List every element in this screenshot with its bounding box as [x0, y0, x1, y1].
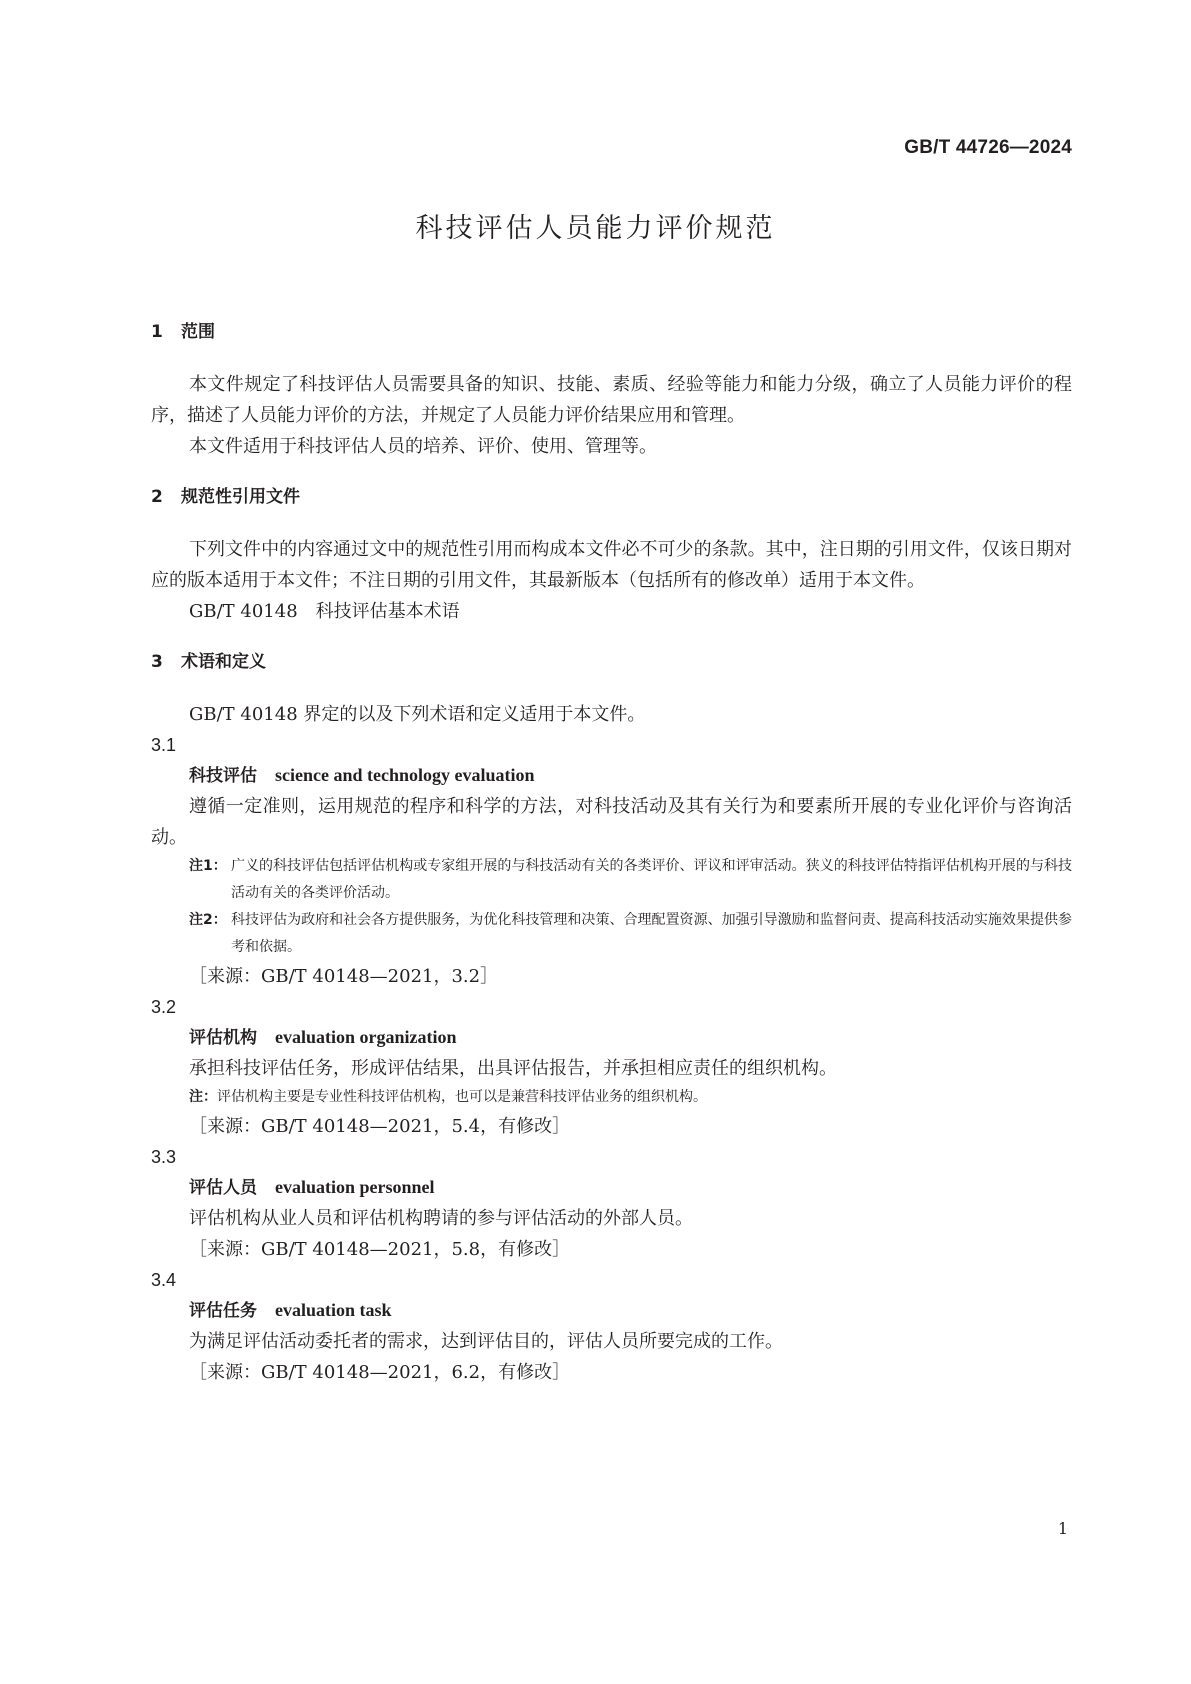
note-text: 科技评估为政府和社会各方提供服务，为优化科技管理和决策、合理配置资源、加强引导激励和监督问责、提高科技活动实施效果提供参考和依据。 — [231, 912, 1072, 955]
term-definition: 遵循一定准则，运用规范的程序和科学的方法，对科技活动及其有关行为和要素所开展的专业化评价与咨询活动。 — [151, 796, 1072, 848]
term-name — [151, 761, 1072, 791]
standard-number: GB/T 44726—2024 — [904, 137, 1072, 158]
note-label: 注1： — [189, 858, 227, 874]
document-body — [151, 319, 1072, 1388]
section-number: 1 — [151, 322, 163, 342]
term-name-en: science and technology evaluation — [275, 765, 535, 785]
section-number: 2 — [151, 487, 163, 507]
term-name-zh: 评估任务 — [189, 1301, 257, 1321]
term-name-zh: 评估人员 — [189, 1178, 257, 1198]
note-label: 注2： — [189, 912, 227, 928]
term-name — [151, 1023, 1072, 1053]
term-number: 3.4 — [151, 1270, 177, 1290]
term-name — [151, 1296, 1072, 1326]
term-note — [151, 853, 1072, 907]
term-number: 3.2 — [151, 997, 177, 1017]
term-note — [151, 907, 1072, 961]
term-name-en: evaluation personnel — [275, 1177, 435, 1197]
term-source: ［来源：GB/T 40148—2021，5.4，有修改］ — [189, 1116, 571, 1137]
term-source: ［来源：GB/T 40148—2021，5.8，有修改］ — [189, 1239, 571, 1260]
section-3-heading — [151, 649, 1072, 675]
scope-paragraph: 本文件规定了科技评估人员需要具备的知识、技能、素质、经验等能力和能力分级，确立了人员能力评价的程序，描述了人员能力评价的方法，并规定了人员能力评价结果应用和管理。 — [151, 374, 1072, 426]
section-title: 规范性引用文件 — [181, 487, 300, 507]
normative-reference: GB/T 40148 科技评估基本术语 — [189, 601, 460, 622]
section-title: 范围 — [181, 322, 215, 342]
term-source: ［来源：GB/T 40148—2021，6.2，有修改］ — [189, 1362, 571, 1383]
note-text: 广义的科技评估包括评估机构或专家组开展的与科技活动有关的各类评价、评议和评审活动。狭义的科技评估特指评估机构开展的与科技活动有关的各类评价活动。 — [231, 858, 1072, 901]
term-name-zh: 科技评估 — [189, 766, 257, 786]
scope-paragraph: 本文件适用于科技评估人员的培养、评价、使用、管理等。 — [189, 436, 657, 457]
term-definition: 承担科技评估任务，形成评估结果，出具评估报告，并承担相应责任的组织机构。 — [189, 1058, 837, 1079]
section-1-heading — [151, 319, 1072, 345]
terms-intro: GB/T 40148 界定的以及下列术语和定义适用于本文件。 — [189, 704, 646, 725]
section-number: 3 — [151, 652, 163, 672]
term-number: 3.3 — [151, 1147, 177, 1167]
document-title: 科技评估人员能力评价规范 — [415, 213, 776, 244]
normative-references-paragraph: 下列文件中的内容通过文中的规范性引用而构成本文件必不可少的条款。其中，注日期的引用文件，仅该日期对应的版本适用于本文件；不注日期的引用文件，其最新版本（包括所有的修改单）适用于本文件。 — [151, 539, 1072, 591]
term-note — [151, 1084, 1072, 1111]
note-text: 评估机构主要是专业性科技评估机构，也可以是兼营科技评估业务的组织机构。 — [217, 1089, 707, 1105]
section-title: 术语和定义 — [181, 652, 266, 672]
page-number: 1 — [1057, 1519, 1068, 1538]
term-source: ［来源：GB/T 40148—2021，3.2］ — [189, 966, 499, 987]
term-name-en: evaluation task — [275, 1300, 392, 1320]
term-name-zh: 评估机构 — [189, 1028, 257, 1048]
term-definition: 为满足评估活动委托者的需求，达到评估目的，评估人员所要完成的工作。 — [189, 1331, 783, 1352]
term-number: 3.1 — [151, 735, 177, 755]
term-definition: 评估机构从业人员和评估机构聘请的参与评估活动的外部人员。 — [189, 1208, 693, 1229]
term-name — [151, 1173, 1072, 1203]
note-label: 注： — [189, 1089, 217, 1105]
section-2-heading — [151, 484, 1072, 510]
term-name-en: evaluation organization — [275, 1027, 457, 1047]
